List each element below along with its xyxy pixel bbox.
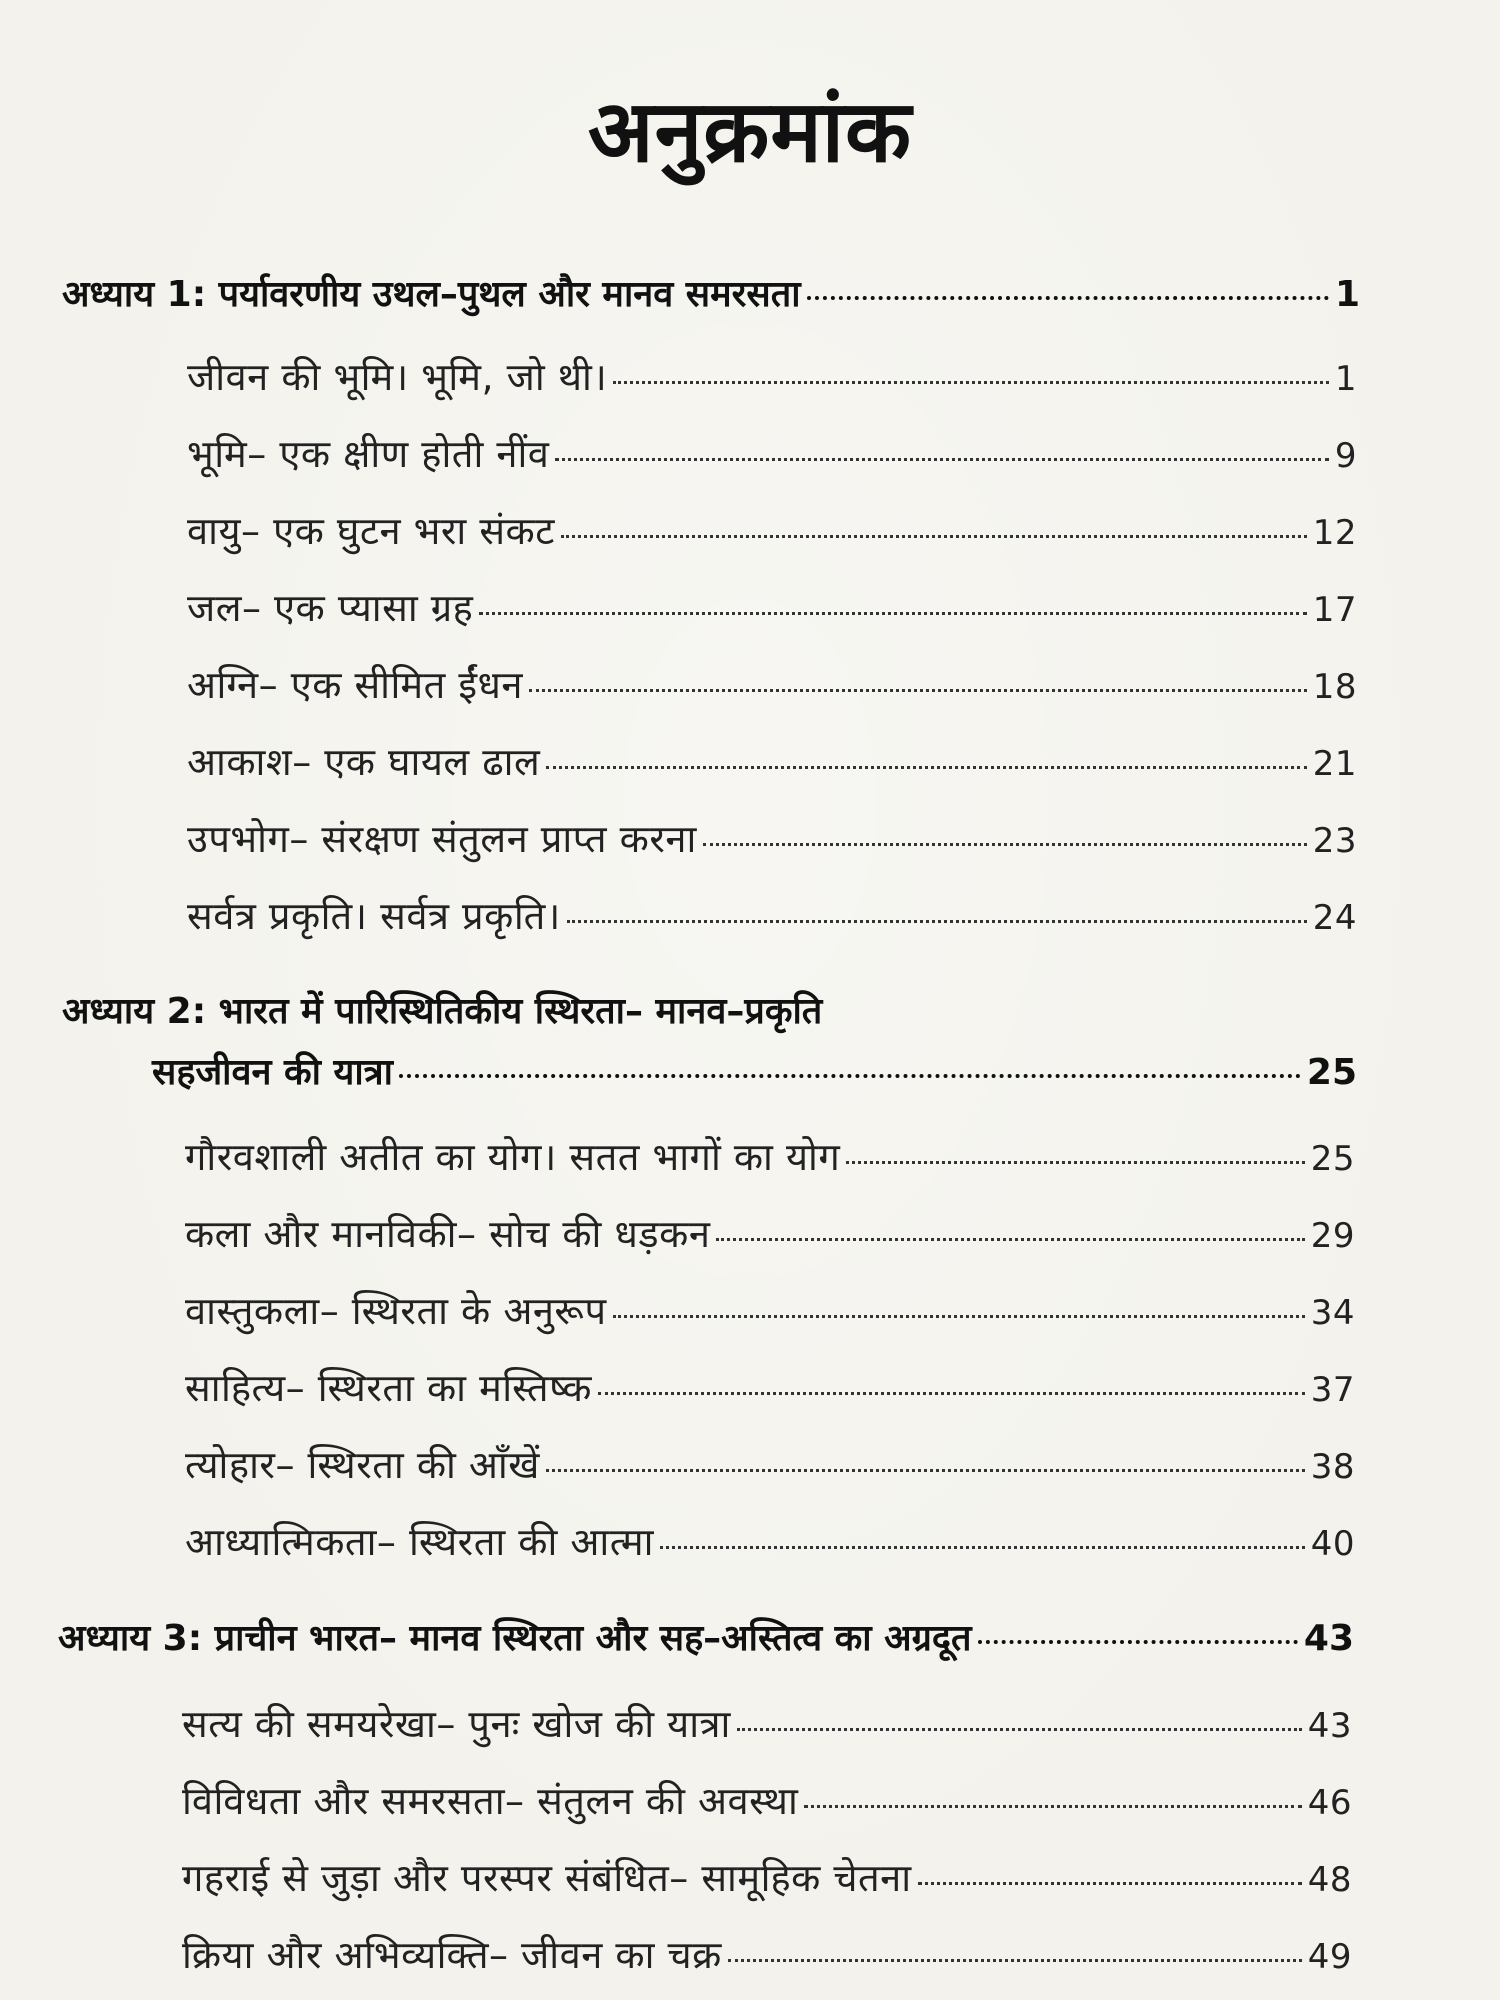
entry-title: उपभोग– संरक्षण संतुलन प्राप्त करना: [187, 817, 697, 861]
toc-entry[interactable]: [187, 427, 1357, 479]
page-number: 49: [1307, 1937, 1352, 1977]
dot-leader: [555, 458, 1328, 461]
page-number: 9: [1334, 436, 1357, 476]
dot-leader: [660, 1546, 1305, 1549]
page-number: 17: [1312, 590, 1357, 630]
entry-title: सर्वत्र प्रकृति। सर्वत्र प्रकृति।: [187, 894, 561, 938]
toc-entry[interactable]: [185, 1515, 1355, 1567]
dot-leader: [399, 1074, 1301, 1078]
entry-title: अग्नि– एक सीमित ईंधन: [187, 663, 523, 707]
page-number: 25: [1310, 1139, 1355, 1179]
dot-leader: [529, 689, 1307, 692]
page-number: 18: [1312, 667, 1357, 707]
page-number: 43: [1307, 1706, 1352, 1746]
toc-entry[interactable]: [182, 1697, 1352, 1749]
entry-title: गौरवशाली अतीत का योग। सतत भागों का योग: [185, 1135, 841, 1179]
page-number: 46: [1307, 1783, 1352, 1823]
dot-leader: [598, 1392, 1305, 1395]
page-title: अनुक्रमांक: [587, 82, 913, 182]
chapter-title: अध्याय 1: पर्यावरणीय उथल–पुथल और मानव समरसता: [62, 274, 801, 315]
toc-entry[interactable]: [187, 350, 1357, 402]
toc-entry[interactable]: [185, 1438, 1355, 1490]
entry-title: जीवन की भूमि। भूमि, जो थी।: [187, 355, 608, 399]
dot-leader: [716, 1238, 1304, 1241]
entry-title: वायु– एक घुटन भरा संकट: [187, 509, 555, 553]
toc-entry[interactable]: [187, 581, 1357, 633]
entry-title: आध्यात्मिकता– स्थिरता की आत्मा: [185, 1520, 654, 1564]
toc-entry[interactable]: [185, 1130, 1355, 1182]
entry-title: वास्तुकला– स्थिरता के अनुरूप: [185, 1289, 607, 1333]
toc-entry[interactable]: [187, 812, 1357, 864]
page-number: 38: [1310, 1447, 1355, 1487]
entry-title: विविधता और समरसता– संतुलन की अवस्था: [182, 1779, 799, 1823]
page-number: 37: [1310, 1370, 1355, 1410]
entry-title: क्रिया और अभिव्यक्ति– जीवन का चक्र: [182, 1933, 722, 1977]
page-number: 48: [1307, 1860, 1352, 1900]
dot-leader: [546, 1469, 1305, 1472]
page-number: 21: [1312, 744, 1357, 784]
chapter-3-heading[interactable]: [58, 1612, 1354, 1661]
dot-leader: [918, 1882, 1302, 1885]
toc-entry[interactable]: [182, 1774, 1352, 1826]
chapter-2-heading[interactable]: [152, 1046, 1357, 1095]
dot-leader: [807, 296, 1329, 300]
entry-title: जल– एक प्यासा ग्रह: [187, 586, 474, 630]
toc-entry[interactable]: [185, 1207, 1355, 1259]
page-number: 40: [1310, 1524, 1355, 1564]
entry-title: त्योहार– स्थिरता की आँखें: [185, 1443, 540, 1487]
entry-title: आकाश– एक घायल ढाल: [187, 740, 541, 784]
toc-entry[interactable]: [187, 658, 1357, 710]
toc-entry[interactable]: [187, 889, 1357, 941]
entry-title: गहराई से जुड़ा और परस्पर संबंधित– सामूहिक चेतना: [182, 1856, 912, 1900]
dot-leader: [804, 1805, 1301, 1808]
dot-leader: [561, 535, 1307, 538]
dot-leader: [613, 381, 1329, 384]
dot-leader: [546, 766, 1306, 769]
dot-leader: [567, 920, 1307, 923]
page-number: 43: [1303, 1618, 1354, 1659]
chapter-title: सहजीवन की यात्रा: [152, 1052, 393, 1093]
page-number: 25: [1306, 1052, 1357, 1093]
toc-entry[interactable]: [187, 735, 1357, 787]
page-number: 34: [1310, 1293, 1355, 1333]
entry-title: सत्य की समयरेखा– पुनः खोज की यात्रा: [182, 1702, 731, 1746]
entry-title: साहित्य– स्थिरता का मस्तिष्क: [185, 1366, 592, 1410]
toc-entry[interactable]: [185, 1284, 1355, 1336]
dot-leader: [613, 1315, 1305, 1318]
page-number: 1: [1334, 274, 1360, 315]
dot-leader: [703, 843, 1307, 846]
dot-leader: [978, 1640, 1298, 1644]
page-number: 24: [1312, 898, 1357, 938]
page-number: 29: [1310, 1216, 1355, 1256]
toc-entry[interactable]: [185, 1361, 1355, 1413]
page-number: 1: [1334, 359, 1357, 399]
toc-entry[interactable]: [182, 1928, 1352, 1980]
dot-leader: [728, 1959, 1302, 1962]
dot-leader: [737, 1728, 1302, 1731]
toc-entry[interactable]: [182, 1851, 1352, 1903]
entry-title: कला और मानविकी– सोच की धड़कन: [185, 1212, 711, 1256]
toc-entry[interactable]: [187, 504, 1357, 556]
dot-leader: [479, 612, 1306, 615]
chapter-title: अध्याय 3: प्राचीन भारत– मानव स्थिरता और सह–अस्तित्व का अग्रदूत: [58, 1618, 972, 1659]
chapter-1-heading[interactable]: [62, 268, 1360, 317]
dot-leader: [846, 1161, 1304, 1164]
page-number: 12: [1312, 513, 1357, 553]
entry-title: भूमि– एक क्षीण होती नींव: [187, 432, 550, 476]
page-number: 23: [1312, 821, 1357, 861]
chapter-2-heading-line1[interactable]: अध्याय 2: भारत में पारिस्थितिकीय स्थिरता– मानव–प्रकृति: [62, 991, 823, 1032]
